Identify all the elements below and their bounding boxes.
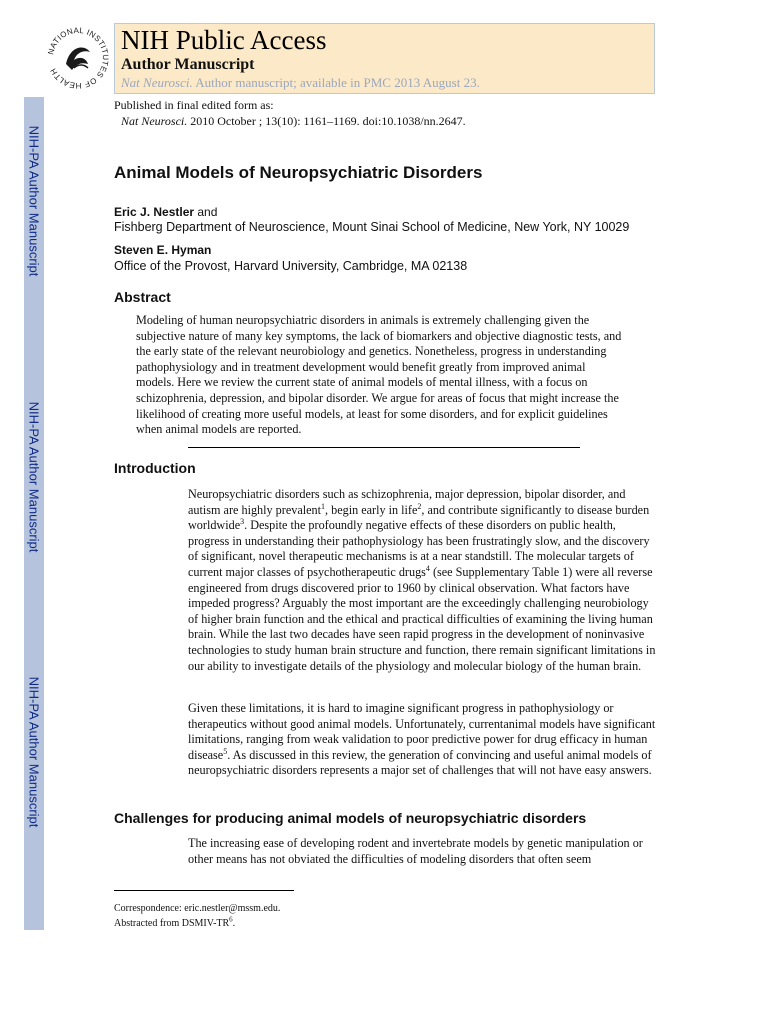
author-1-affiliation: Fishberg Department of Neuroscience, Mount Sinai School of Medicine, New York, NY 10029 <box>114 220 630 234</box>
author-1-suffix: and <box>194 205 218 219</box>
introduction-paragraph-1 <box>188 487 658 674</box>
sidebar-label-top: NIH-PA Author Manuscript <box>26 125 42 277</box>
reference-5[interactable]: 5 <box>223 746 228 756</box>
intro-p1-text-c: , and contribute significantly to disease burden worldwide <box>188 502 650 533</box>
challenges-paragraph: The increasing ease of developing rodent and invertebrate models by genetic manipulation or other means has not obviated the difficulties of modeling disorders that often seem <box>188 836 643 866</box>
header-availability-text: Author manuscript; available in PMC 2013 August 23. <box>192 75 480 90</box>
introduction-paragraph-2 <box>188 701 658 779</box>
intro-p1-text-d: . Despite the profoundly negative effects of these disorders on public health, progress in understanding their pathophysiology has been frustratingly slow, and the discovery of significant, novel therapeutic mechanisms is at a near standstill. The molecular targets of current major classes of psychotherapeutic drugs <box>188 518 650 579</box>
nih-public-access-header <box>114 23 655 94</box>
intro-p2-text-a: Given these limitations, it is hard to imagine significant progress in pathophysiology or therapeutics without good animal models. Unfortunately, currentanimal models have significant limitations, ranging from weak validation to poor predictive power for drug efficacy in human disease <box>188 701 656 762</box>
challenges-heading: Challenges for producing animal models of neuropsychiatric disorders <box>114 810 587 826</box>
sidebar-label-bottom: NIH-PA Author Manuscript <box>26 676 42 828</box>
reference-2[interactable]: 2 <box>417 501 422 511</box>
reference-6[interactable]: 6 <box>229 915 233 924</box>
abstract-divider <box>188 447 580 448</box>
footnote-abstracted-end: . <box>232 918 236 929</box>
author-1-name: Eric J. Nestler <box>114 205 195 219</box>
abstract-heading: Abstract <box>114 289 171 305</box>
svg-text:NATIONAL INSTITUTES OF HEALTH: NATIONAL INSTITUTES OF HEALTH <box>46 25 111 91</box>
author-2-name: Steven E. Hyman <box>114 243 212 257</box>
introduction-heading: Introduction <box>114 460 196 476</box>
footnote-abstracted-text: Abstracted from DSMIV-TR <box>114 918 230 929</box>
citation-journal: Nat Neurosci. <box>121 114 188 128</box>
header-availability <box>121 75 480 91</box>
published-label: Published in final edited form as: <box>114 98 274 112</box>
header-title: NIH Public Access <box>121 25 327 55</box>
header-subtitle: Author Manuscript <box>121 56 255 73</box>
citation-details: 2010 October ; 13(10): 1161–1169. doi:10.1038/nn.2647. <box>187 114 466 128</box>
article-title: Animal Models of Neuropsychiatric Disorders <box>114 163 483 182</box>
header-journal: Nat Neurosci. <box>121 75 193 90</box>
footnote-abstracted <box>114 915 236 929</box>
author-1 <box>114 205 217 219</box>
footnote-correspondence: Correspondence: eric.nestler@mssm.edu. <box>114 903 281 914</box>
reference-1[interactable]: 1 <box>321 501 326 511</box>
intro-p1-text-e: (see Supplementary Table 1) were all reverse engineered from drugs discovered prior to 1960 by clinical observation. What factors have impeded progress? Arguably the most important are the exceedingly challenging neurobiology of higher brain function and the ethical and practical difficulties of examining the living human brain. While the last two decades have seen rapid progress in the development of noninvasive technologies to study human brain structure and function, there remain significant limitations in our ability to investigate details of the physiology and molecular biology of the human brain. <box>188 564 656 673</box>
author-2-affiliation: Office of the Provost, Harvard University, Cambridge, MA 02138 <box>114 259 468 273</box>
reference-3[interactable]: 3 <box>240 517 245 527</box>
sidebar-label-middle: NIH-PA Author Manuscript <box>26 401 42 553</box>
reference-4[interactable]: 4 <box>425 563 430 573</box>
intro-p1-text-b: , begin early in life <box>325 502 418 517</box>
intro-p1-text-a: Neuropsychiatric disorders such as schizophrenia, major depression, bipolar disorder, and autism are highly prevalent <box>188 487 626 517</box>
intro-p2-text-b: . As discussed in this review, the generation of convincing and useful animal models of neuropsychiatric disorders represents a major set of challenges that will not have easy answers. <box>188 747 652 778</box>
footnote-divider <box>114 890 294 891</box>
nih-seal-logo <box>44 24 112 92</box>
abstract-text: Modeling of human neuropsychiatric disorders in animals is extremely challenging given the subjective nature of many key symptoms, the lack of biomarkers and objective diagnostic tests, and the early state of the relevant neurobiology and genetics. Nonetheless, progress in understanding pathophysiology and in treatment development would benefit greatly from improved animal models. Here we review the current state of animal models of mental illness, with a focus on schizophrenia, depression, and bipolar disorder. We argue for areas of focus that might increase the likelihood of creating more useful models, at least for some disorders, and for explicit guidelines when animal models are reported. <box>136 313 622 437</box>
author-2 <box>114 243 211 257</box>
citation <box>121 114 466 129</box>
